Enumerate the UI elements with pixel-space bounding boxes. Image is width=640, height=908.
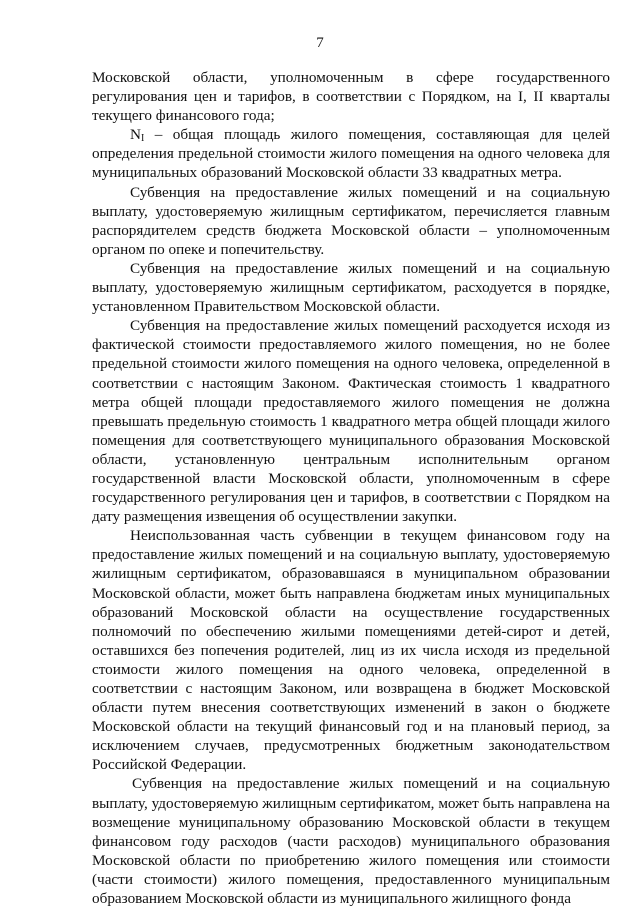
paragraph-7: Субвенция на предоставление жилых помещений и на социальную выплату, удостоверяемую жилищным сертификатом, может быть направлена на возмещение муниципальному образованию Московской области в текущем финансовом году расходов (части расходов) муниципального образования Московской области по приобретению жилого помещения или стоимости (части стоимости) жилого помещения, предоставленного муниципальным образованием Московской области из муниципального жилищного фонда <box>92 775 610 908</box>
paragraph-3: Субвенция на предоставление жилых помещений и на социальную выплату, удостоверяемую жилищным сертификатом, перечисляется главным распорядителем средств бюджета Московской области – уполномоченным органом по опеке и попечительству. <box>92 183 610 258</box>
paragraph-6: Неиспользованная часть субвенции в текущем финансовом году на предоставление жилых помещений и на социальную выплату, удостоверяемую жилищным сертификатом, образовавшаяся в муниципальном образовании Московской области, может быть направлена бюджетам иных муниципальных образований Московской области на осуществление государственных полномочий по обеспечению жилыми помещениями детей-сирот и детей, оставшихся без попечения родителей, лиц из их числа исходя из предельной стоимости жилого помещения на одного человека, определенной в соответствии с настоящим Законом, или возвращена в бюджет Московской области путем внесения соответствующих изменений в закон о бюджете Московской области на текущий финансовый год и на плановый период, за исключением случаев, предусмотренных бюджетным законодательством Российской Федерации. <box>92 527 610 774</box>
formula-subscript: I <box>140 133 145 145</box>
paragraph-5: Субвенция на предоставление жилых помещений расходуется исходя из фактической стоимости предоставляемого жилого помещения, но не более предельной стоимости жилого помещения на одного человека, определенной в соответствии с настоящим Законом. Фактическая стоимость 1 квадратного метра общей площади предоставляемого жилого помещения не должна превышать предельную стоимость 1 квадратного метра общей площади жилого помещения для соответствующего муниципального образования Московской области, установленную центральным исполнительным органом государственной власти Московской области, уполномоченным в сфере государственного регулирования цен и тарифов, в соответствии с Порядком на дату размещения извещения об осуществлении закупки. <box>92 317 610 526</box>
page-number: 7 <box>316 35 324 51</box>
paragraph-4: Субвенция на предоставление жилых помещений и на социальную выплату, удостоверяемую жилищным сертификатом, расходуется в порядке, установленном Правительством Московской области. <box>92 259 610 316</box>
paragraph-1: Московской области, уполномоченным в сфере государственного регулирования цен и тарифов, в соответствии с Порядком, на I, II кварталы текущего финансового года; <box>92 69 610 125</box>
paragraph-2-text: – общая площадь жилого помещения, составляющая для целей определения предельной стоимости жилого помещения на одного человека для муниципальных образований Московской области 33 квадратных метра. <box>92 126 610 182</box>
formula-symbol: N <box>130 126 141 144</box>
paragraph-2 <box>92 125 610 182</box>
document-body <box>92 68 610 908</box>
